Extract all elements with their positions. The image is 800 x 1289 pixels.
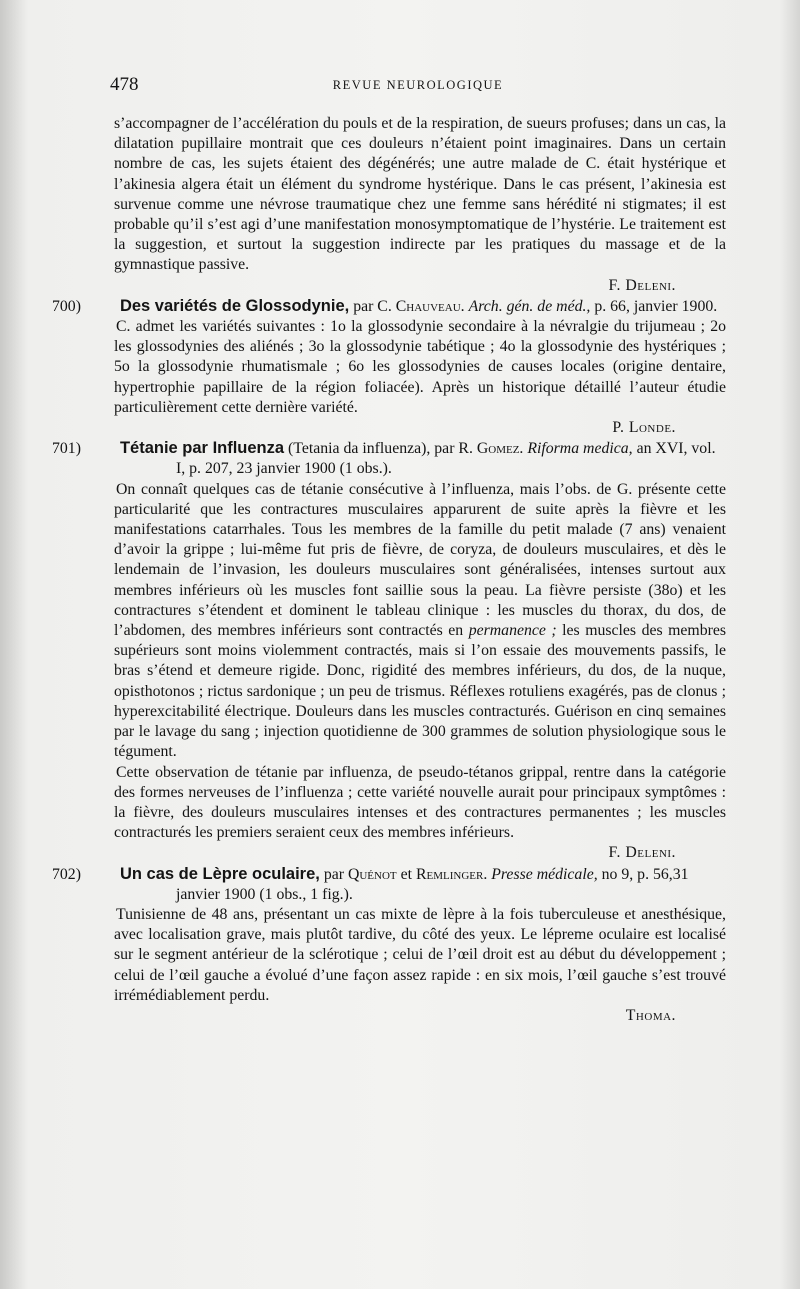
- entry-701-title: Tétanie par Influenza: [119, 439, 285, 458]
- entry-702-author: Quénot: [347, 865, 397, 883]
- entry-701-paragraph-2: Cette observation de tétanie par influenza, de pseudo-tétanos grippal, rentre dans la catégorie des formes nerveuses de l’influenza ; cette variété nouvelle aurait pour principaux symptômes : la fièvre, des douleurs musculaires intenses et des contractures permanentes ; les muscles contracturés les premiers seraient ceux des membres inférieurs.: [114, 763, 726, 842]
- entry-700-ref: p. 66, janvier 1900.: [594, 297, 718, 315]
- entry-700-signature: P. Londe.: [612, 419, 676, 437]
- running-title: REVUE NEUROLOGIQUE: [332, 78, 504, 92]
- entry-701-signature: F. Deleni.: [608, 844, 676, 862]
- entry-700-title: Des variétés de Glossodynie,: [119, 296, 350, 315]
- entry-701-ref: an XVI, vol. I, p. 207, 23 janvier 1900 (1 obs.).: [176, 440, 716, 478]
- intro-signature: F. Deleni.: [608, 276, 676, 294]
- intro-paragraph: s’accompagner de l’accélération du pouls et de la respiration, de sueurs profuses; dans un cas, la dilatation pupillaire montrait que ces douleurs n’étaient point imaginaires. Dans un certain nombre de cas, les sujets étaient des dégénérés; une autre malade de C. était hystérique et l’akinesia algera était un élément du syndrome hystérique. Dans le cas présent, l’akinesia est survenue comme une névrose traumatique chez une femme sans hérédité ni stigmates; il est probable qu’il s’est agi d’une manifestation monosymptomatique de l’hystérie. Le traitement est la suggestion, et surtout la suggestion indirecte par les pratiques du massage et de la gymnastique passive.: [114, 115, 726, 274]
- entry-702-title: Un cas de Lèpre oculaire,: [119, 864, 320, 883]
- entry-701-pre: (Tetania da influenza), par R.: [288, 440, 473, 458]
- entry-701-author: Gomez.: [476, 440, 524, 458]
- entry-702-ref: no 9, p. 56,31 janvier 1900 (1 obs., 1 fig.).: [176, 865, 689, 903]
- entry-702-paragraph: Tunisienne de 48 ans, présentant un cas mixte de lèpre à la fois tuberculeuse et anesthésique, avec localisation grave, mais plutôt tardive, du côté des yeux. Le lépreme oculaire est localisé sur le segment antérieur de la sclérotique ; celui de l’œil droit est au début du développement ; celui de l’œil gauche a évolué d’une façon assez rapide : en six mois, l’œil gauche s’est trouvé irrémédiablement perdu.: [114, 905, 726, 1004]
- entry-700-heading: 700) Des variétés de Glossodynie, par C. Chauveau. Arch. gén. de méd., p. 66, janvier 1900.: [52, 296, 718, 315]
- entry-702-heading: 702) Un cas de Lèpre oculaire, par Quénot et Remlinger. Presse médicale, no 9, p. 56,31 janvier 1900 (1 obs., 1 fig.).: [52, 864, 689, 903]
- entry-700-source: Arch. gén. de méd.,: [468, 297, 591, 315]
- entry-700-paragraph: C. admet les variétés suivantes : 1o la glossodynie secondaire à la névralgie du trijumeau ; 2o les glossodynies des aliénés ; 3o la glossodynie tabétique ; 4o la glossodynie des hystériques ; 5o la glossodynie rhumatismale ; 6o les glossodynies de causes locales (origine dentaire, hypertrophie papillaire de la région foliacée). Après un historique détaillé l’auteur étudie particulièrement cette dernière variété.: [114, 318, 726, 416]
- entry-702-conj: et: [400, 865, 412, 883]
- page-number: 478: [110, 74, 139, 95]
- page-header: [110, 74, 726, 102]
- entry-702-signature: Thoma.: [625, 1006, 676, 1024]
- entry-701-text-a: On connaît quelques cas de tétanie consécutive à l’influenza, mais l’obs. de G. présente cette particularité que les contractures musculaires apparurent de suite après la fièvre et les manifestations catarrhales. Tous les membres de la famille du petit malade (7 ans) venaient d’avoir la grippe ; lui-même fut pris de fièvre, de coryza, de douleurs musculaires, et dès le lendemain de l’invasion, les douleurs musculaires sont généralisées, intenses surtout aux membres inférieurs où les muscles font saillie sous la peau. La fièvre persiste (38o) et les contractures s’étendent et dominent le tableau clinique : les muscles du thorax, du dos, de l’abdomen, des membres inférieurs sont contractés en: [114, 480, 726, 640]
- entry-702-author-2: Remlinger.: [415, 865, 488, 883]
- entry-700-by: par C.: [353, 297, 392, 315]
- entry-702-source: Presse médicale,: [491, 865, 598, 883]
- entry-701-heading: 701) Tétanie par Influenza (Tetania da influenza), par R. Gomez. Riforma medica, an XVI, vol. I, p. 207, 23 janvier 1900 (1 obs.).: [52, 439, 716, 478]
- entry-701-source: Riforma medica,: [527, 440, 633, 458]
- entry-702-by: par: [323, 865, 344, 883]
- entry-700-author: Chauveau.: [395, 297, 465, 315]
- entry-701-text-b: les muscles des membres supérieurs sont moins violemment contractés, mais si l’on essaie des mouvements passifs, le bras s’étend et demeure rigide. Donc, rigidité des membres inférieurs, du dos, de la nuque, opisthotonos ; rictus sardonique ; un peu de trismus. Réflexes rotuliens exagérés, pas de clonus ; hyperexcitabilité électrique. Douleurs dans les muscles contracturés. Guérison en cinq semaines par le lavage du sang ; injection quotidienne de 300 grammes de solution physiologique sous le tégument.: [114, 622, 727, 761]
- entry-701-paragraph-1: [114, 480, 726, 763]
- article-body: [52, 114, 727, 1026]
- entry-701-emphasis: permanence ;: [468, 622, 557, 640]
